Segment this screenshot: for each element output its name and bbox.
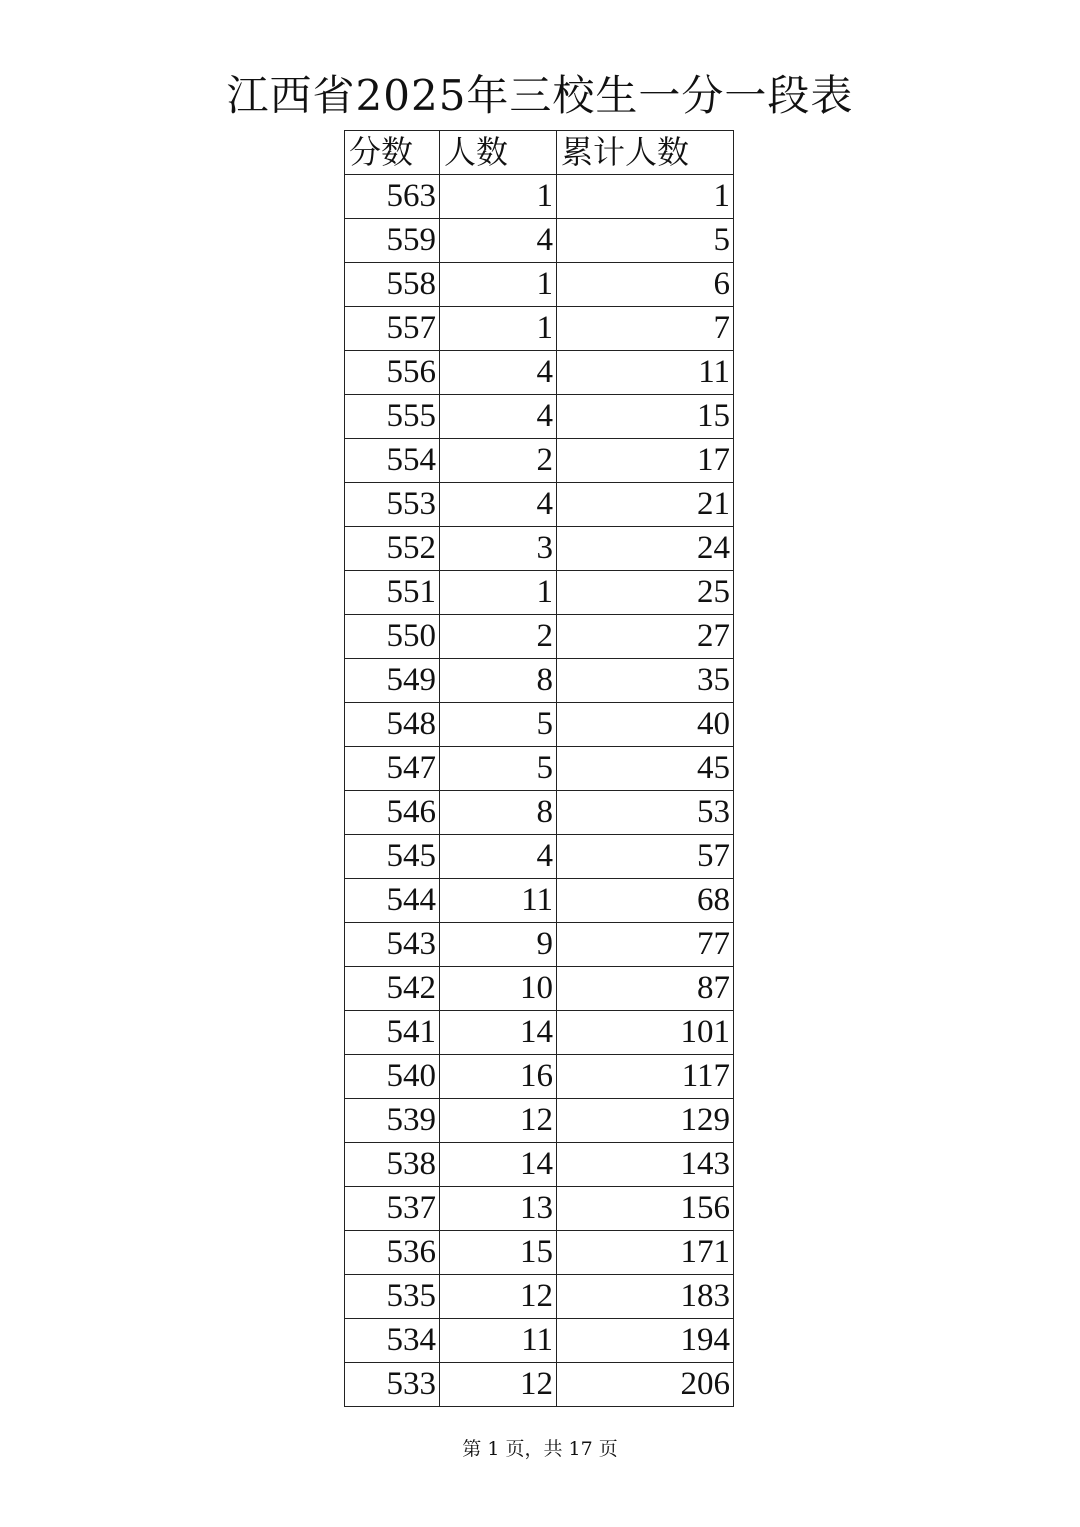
cell-cumulative: 7 bbox=[557, 307, 734, 351]
cell-count: 11 bbox=[440, 879, 557, 923]
cell-count: 1 bbox=[440, 175, 557, 219]
table-row bbox=[345, 967, 734, 1011]
table-row bbox=[345, 439, 734, 483]
cell-score: 556 bbox=[345, 351, 440, 395]
cell-count: 4 bbox=[440, 395, 557, 439]
cell-count: 4 bbox=[440, 219, 557, 263]
cell-score: 559 bbox=[345, 219, 440, 263]
cell-cumulative: 143 bbox=[557, 1143, 734, 1187]
table-row bbox=[345, 395, 734, 439]
cell-cumulative: 171 bbox=[557, 1231, 734, 1275]
cell-score: 538 bbox=[345, 1143, 440, 1187]
page-footer: 第 1 页，共 17 页 bbox=[462, 1438, 618, 1460]
header-count: 人数 bbox=[440, 131, 557, 175]
cell-count: 14 bbox=[440, 1011, 557, 1055]
cell-cumulative: 194 bbox=[557, 1319, 734, 1363]
cell-count: 8 bbox=[440, 791, 557, 835]
cell-score: 546 bbox=[345, 791, 440, 835]
cell-score: 548 bbox=[345, 703, 440, 747]
cell-count: 11 bbox=[440, 1319, 557, 1363]
cell-count: 1 bbox=[440, 307, 557, 351]
table-row bbox=[345, 527, 734, 571]
cell-score: 540 bbox=[345, 1055, 440, 1099]
cell-cumulative: 87 bbox=[557, 967, 734, 1011]
cell-score: 534 bbox=[345, 1319, 440, 1363]
table-row bbox=[345, 1363, 734, 1407]
cell-cumulative: 101 bbox=[557, 1011, 734, 1055]
table-header-row bbox=[345, 131, 734, 175]
table-row bbox=[345, 219, 734, 263]
cell-count: 2 bbox=[440, 439, 557, 483]
cell-cumulative: 24 bbox=[557, 527, 734, 571]
cell-score: 545 bbox=[345, 835, 440, 879]
cell-cumulative: 6 bbox=[557, 263, 734, 307]
cell-score: 541 bbox=[345, 1011, 440, 1055]
header-cumulative: 累计人数 bbox=[557, 131, 734, 175]
cell-cumulative: 77 bbox=[557, 923, 734, 967]
cell-cumulative: 206 bbox=[557, 1363, 734, 1407]
table-row bbox=[345, 1187, 734, 1231]
cell-count: 10 bbox=[440, 967, 557, 1011]
table-body bbox=[345, 175, 734, 1407]
table-row bbox=[345, 307, 734, 351]
cell-cumulative: 40 bbox=[557, 703, 734, 747]
cell-score: 558 bbox=[345, 263, 440, 307]
cell-count: 1 bbox=[440, 571, 557, 615]
cell-score: 563 bbox=[345, 175, 440, 219]
cell-count: 14 bbox=[440, 1143, 557, 1187]
table-row bbox=[345, 1143, 734, 1187]
cell-count: 4 bbox=[440, 835, 557, 879]
cell-score: 551 bbox=[345, 571, 440, 615]
cell-count: 8 bbox=[440, 659, 557, 703]
table-row bbox=[345, 1319, 734, 1363]
cell-cumulative: 68 bbox=[557, 879, 734, 923]
table-row bbox=[345, 263, 734, 307]
cell-cumulative: 1 bbox=[557, 175, 734, 219]
table-row bbox=[345, 351, 734, 395]
cell-score: 553 bbox=[345, 483, 440, 527]
cell-cumulative: 57 bbox=[557, 835, 734, 879]
cell-score: 542 bbox=[345, 967, 440, 1011]
table-row bbox=[345, 1231, 734, 1275]
table-row bbox=[345, 879, 734, 923]
score-distribution-table bbox=[344, 130, 734, 1407]
table-row bbox=[345, 1099, 734, 1143]
cell-cumulative: 25 bbox=[557, 571, 734, 615]
cell-score: 537 bbox=[345, 1187, 440, 1231]
cell-score: 544 bbox=[345, 879, 440, 923]
table-row bbox=[345, 1011, 734, 1055]
cell-score: 549 bbox=[345, 659, 440, 703]
cell-count: 5 bbox=[440, 747, 557, 791]
cell-cumulative: 21 bbox=[557, 483, 734, 527]
table-row bbox=[345, 747, 734, 791]
table-row bbox=[345, 615, 734, 659]
header-score: 分数 bbox=[345, 131, 440, 175]
cell-score: 555 bbox=[345, 395, 440, 439]
cell-cumulative: 156 bbox=[557, 1187, 734, 1231]
cell-score: 535 bbox=[345, 1275, 440, 1319]
table-row bbox=[345, 923, 734, 967]
cell-count: 4 bbox=[440, 351, 557, 395]
cell-count: 12 bbox=[440, 1363, 557, 1407]
table-row bbox=[345, 791, 734, 835]
table-row bbox=[345, 703, 734, 747]
table-row bbox=[345, 175, 734, 219]
cell-cumulative: 5 bbox=[557, 219, 734, 263]
table-row bbox=[345, 1055, 734, 1099]
cell-score: 533 bbox=[345, 1363, 440, 1407]
cell-count: 16 bbox=[440, 1055, 557, 1099]
table-row bbox=[345, 835, 734, 879]
cell-cumulative: 27 bbox=[557, 615, 734, 659]
table-row bbox=[345, 1275, 734, 1319]
cell-count: 2 bbox=[440, 615, 557, 659]
cell-count: 5 bbox=[440, 703, 557, 747]
cell-cumulative: 53 bbox=[557, 791, 734, 835]
cell-count: 4 bbox=[440, 483, 557, 527]
cell-cumulative: 11 bbox=[557, 351, 734, 395]
cell-score: 550 bbox=[345, 615, 440, 659]
cell-count: 3 bbox=[440, 527, 557, 571]
cell-count: 15 bbox=[440, 1231, 557, 1275]
cell-score: 557 bbox=[345, 307, 440, 351]
cell-count: 12 bbox=[440, 1099, 557, 1143]
cell-cumulative: 17 bbox=[557, 439, 734, 483]
cell-cumulative: 129 bbox=[557, 1099, 734, 1143]
cell-count: 1 bbox=[440, 263, 557, 307]
cell-score: 543 bbox=[345, 923, 440, 967]
cell-count: 12 bbox=[440, 1275, 557, 1319]
cell-count: 13 bbox=[440, 1187, 557, 1231]
page-title: 江西省2025年三校生一分一段表 bbox=[226, 71, 854, 120]
cell-cumulative: 117 bbox=[557, 1055, 734, 1099]
table-row bbox=[345, 483, 734, 527]
cell-score: 539 bbox=[345, 1099, 440, 1143]
cell-cumulative: 45 bbox=[557, 747, 734, 791]
cell-score: 547 bbox=[345, 747, 440, 791]
cell-score: 536 bbox=[345, 1231, 440, 1275]
cell-score: 554 bbox=[345, 439, 440, 483]
table-row bbox=[345, 659, 734, 703]
cell-cumulative: 35 bbox=[557, 659, 734, 703]
cell-count: 9 bbox=[440, 923, 557, 967]
cell-cumulative: 183 bbox=[557, 1275, 734, 1319]
cell-cumulative: 15 bbox=[557, 395, 734, 439]
table-row bbox=[345, 571, 734, 615]
cell-score: 552 bbox=[345, 527, 440, 571]
